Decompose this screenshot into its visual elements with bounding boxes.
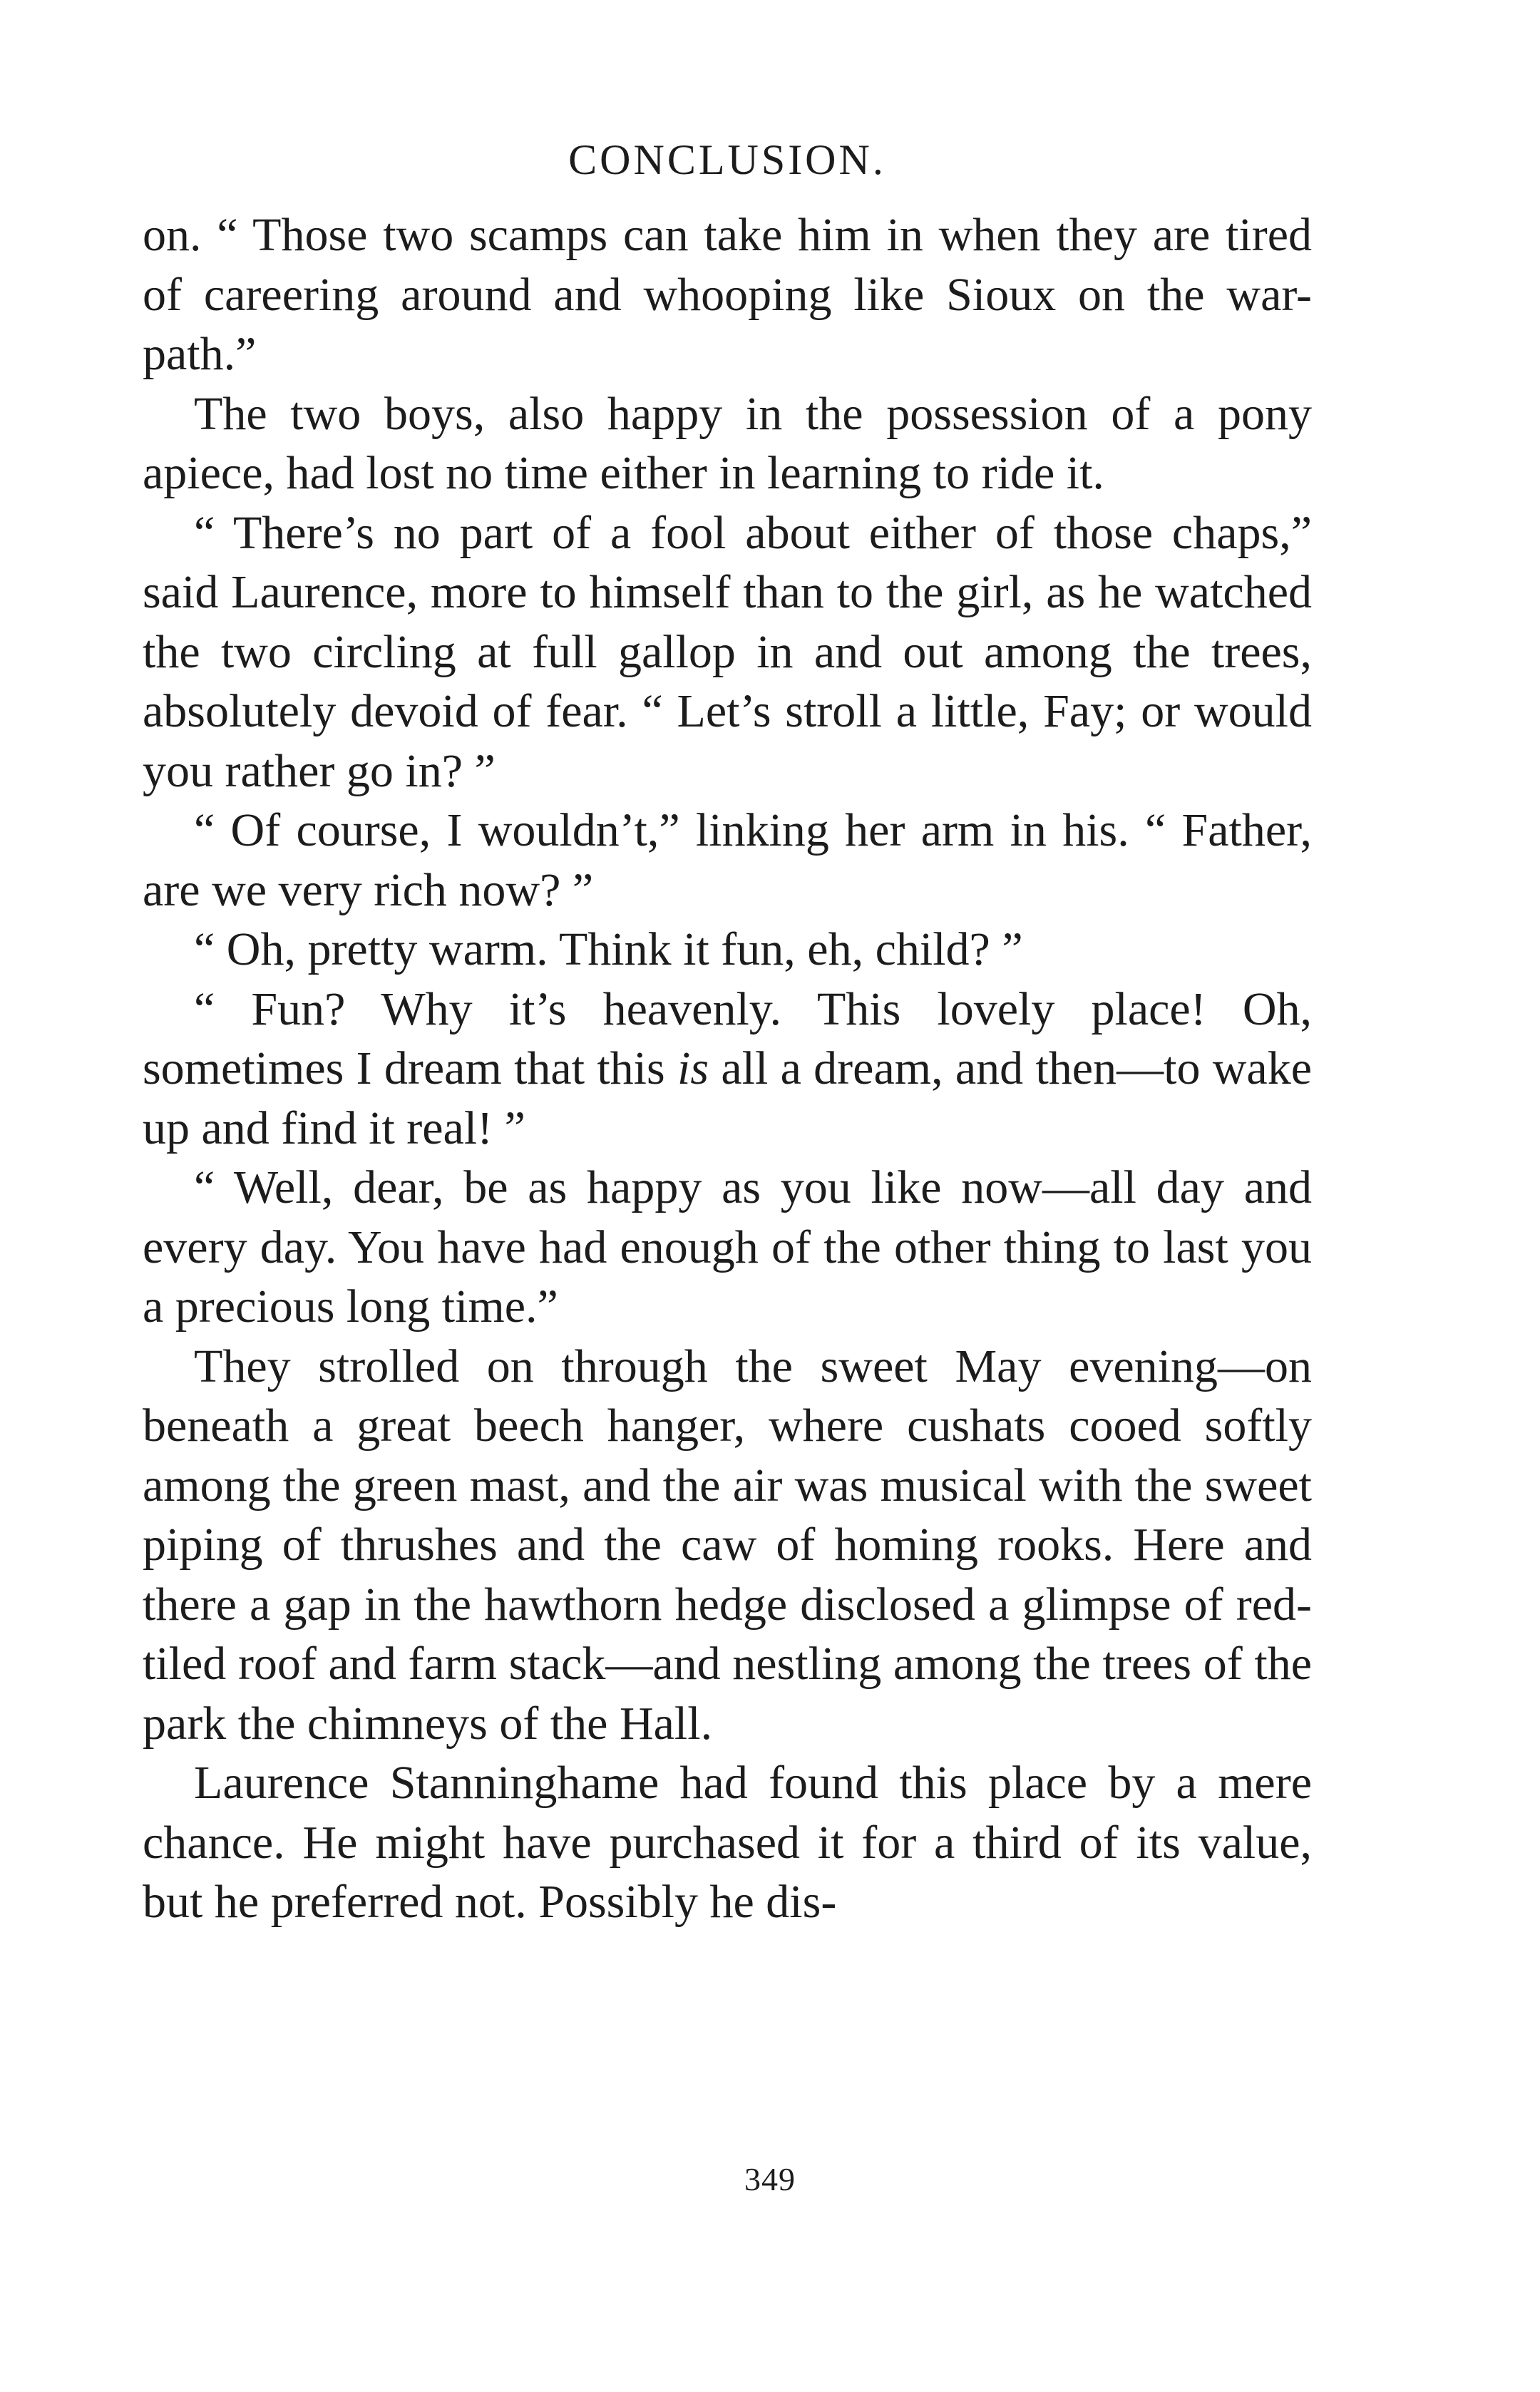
- paragraph-6-part-2: all a dream, and then—to wake up and find it real! ”: [143, 1042, 1312, 1154]
- body-text: [143, 205, 1312, 1932]
- paragraph-6-emphasis: is: [677, 1042, 709, 1094]
- paragraph-7: “ Well, dear, be as happy as you like now—all day and every day. You have had enough of the other thing to last you a precious long time.”: [143, 1161, 1312, 1333]
- paragraph-2: The two boys, also happy in the possession of a pony apiece, had lost no time either in learning to ride it.: [143, 387, 1312, 499]
- paragraph-6: [143, 980, 1312, 1159]
- paragraph-9: Laurence Stanninghame had found this place by a mere chance. He might have purchased it for a third of its value, but he preferred not. Possibly he dis-: [143, 1757, 1312, 1928]
- paragraph-3: “ There’s no part of a fool about either of those chaps,” said Laurence, more to himself than to the girl, as he watched the two circling at full gallop in and out among the trees, absolutely devoid of fear. “ Let’s stroll a little, Fay; or would you rather go in? ”: [143, 506, 1312, 797]
- page-number: 349: [744, 2161, 796, 2197]
- running-head: CONCLUSION.: [568, 136, 886, 183]
- paragraph-5: “ Oh, pretty warm. Think it fun, eh, child? ”: [194, 923, 1023, 975]
- paragraph-6-part-1: “ Fun? Why it’s heavenly. This lovely place! Oh, sometimes I dream that this: [143, 982, 1312, 1094]
- book-page: [143, 121, 1312, 1932]
- paragraph-1: on. “ Those two scamps can take him in when they are tired of careering around and whooping like Sioux on the war-path.”: [143, 209, 1312, 380]
- paragraph-8: They strolled on through the sweet May evening—on beneath a great beech hanger, where cushats cooed softly among the green mast, and the air was musical with the sweet piping of thrushes and the caw of homing rooks. Here and there a gap in the hawthorn hedge disclosed a glimpse of red-tiled roof and farm stack—and nestling among the trees of the park the chimneys of the Hall.: [143, 1340, 1312, 1750]
- paragraph-4: “ Of course, I wouldn’t,” linking her arm in his. “ Father, are we very rich now? ”: [143, 804, 1312, 916]
